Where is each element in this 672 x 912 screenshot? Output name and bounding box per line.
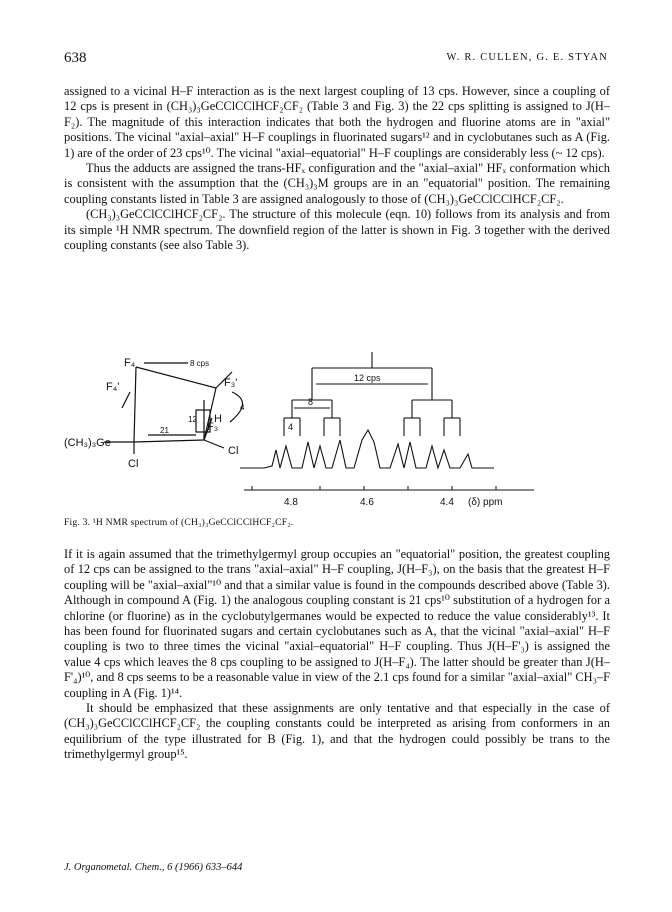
- axis-tick-4-4: 4.4: [440, 497, 454, 508]
- label-j12-structure: 12: [188, 415, 197, 424]
- label-cl-right: Cl: [228, 445, 239, 457]
- body-text-bottom: [64, 547, 610, 763]
- journal-footer: J. Organometal. Chem., 6 (1966) 633–644: [64, 862, 243, 873]
- axis-unit: (δ) ppm: [468, 497, 503, 508]
- running-head: W. R. CULLEN, G. E. STYAN: [446, 52, 608, 63]
- paragraph-3: (CH₃)₃GeCClCClHCF₂CF₂. The structure of this molecule (eqn. 10) follows from its analysis and from its simple ¹H NMR spectrum. The downfield region of the latter is shown in Fig. 3 together with the derived coupling constants (see also Table 3).: [64, 207, 610, 253]
- ring-bond-left: [134, 367, 136, 442]
- axis-tick-4-8: 4.8: [284, 497, 298, 508]
- label-cl-left: Cl: [128, 458, 139, 470]
- paragraph-5: It should be emphasized that these assignments are only tentative and that especially in the case of (CH₃)₃GeCClCClHCF₂CF₂ the coupling constants could be interpreted as arising from conformers in an equilibrium of the type illustrated for B (Fig. 1), and that the hydrogen could possibly be trans to the trimethylgermyl group¹⁵.: [64, 701, 610, 762]
- page-header: [64, 50, 608, 70]
- tree-label-8-text: 8: [308, 397, 314, 407]
- paragraph-2: Thus the adducts are assigned the trans-HFₓ configuration and the "axial–axial" HFₓ conformation which is consistent with the assumption that the (CH₃)₃M groups are in an "equatorial" position. The remaining coupling constants listed in Table 3 are assigned analogously to those of (CH₃)₃GeCClCClHCF₂CF₂.: [64, 161, 610, 206]
- ring-bond-bottom: [134, 440, 204, 442]
- body-text-top: [64, 84, 610, 253]
- spectrum-axis: [244, 486, 534, 490]
- figure-drawing: [64, 350, 610, 518]
- label-j8-structure: 8 cps: [190, 359, 210, 368]
- label-f4: F₄: [124, 357, 136, 369]
- label-j21-structure: 21: [160, 426, 169, 435]
- tree-label-12: 12 cps: [354, 373, 381, 383]
- axis-tick-4-6: 4.6: [360, 497, 374, 508]
- ring-bond-top: [136, 367, 216, 388]
- label-f3p: F₃': [224, 377, 238, 389]
- label-ge-group: (CH₃)₃Ge: [64, 437, 111, 449]
- page-number: 638: [64, 50, 87, 66]
- figure-caption: Fig. 3. ¹H NMR spectrum of (CH₃)₃GeCClCClHCF₂CF₂.: [64, 517, 294, 528]
- label-h: H: [214, 413, 222, 425]
- tree-label-4: 4: [288, 422, 294, 432]
- label-j4-structure: 4: [240, 403, 245, 412]
- bond-cl-right: [204, 440, 224, 448]
- splitting-tree: [284, 352, 460, 436]
- coupling-arrow-f4p: [122, 392, 130, 408]
- paragraph-1: assigned to a vicinal H–F interaction as is the next largest coupling of 13 cps. However, since a coupling of 12 cps is present in (CH₃)₃GeCClCClHCF₂CF₂ (Table 3 and Fig. 3) the 22 cps splitting is assigned to J(H–F₂). The magnitude of this interaction indicates that both the hydrogen and fluorine atoms are in "axial" positions. The vicinal "axial–axial" H–F couplings in fluorinated sugars¹² and in cyclobutanes such as A (Fig. 1) are of the order of 23 cps¹⁰. The vicinal "axial–equatorial" H–F couplings are considerably less (~ 12 cps).: [64, 84, 610, 160]
- label-f3: F₃: [207, 421, 219, 433]
- structure-diagram: [104, 363, 243, 454]
- spectrum-trace: [240, 430, 494, 468]
- label-f4p: F₄': [106, 381, 120, 393]
- figure-3: [64, 350, 610, 518]
- paragraph-4: If it is again assumed that the trimethylgermyl group occupies an "equatorial" position, the greatest coupling of 12 cps can be assigned to the trans "axial–axial" H–F coupling, J(H–F₃), on the basis that the greatest H–F coupling will be "axial–axial"¹⁰ and that a similar value is found in the compounds described above (Table 3). Although in compound A (Fig. 1) the analogous coupling constant is 21 cps¹⁰ substitution of a hydrogen for a chlorine (or fluorine) as in the cyclobutylgermanes would be expected to reduce the value considerably¹³. It has been found for fluorinated sugars and certain cyclobutanes such as A, that the vicinal "axial–axial" H–F coupling is two to three times the vicinal "axial–equatorial" H–F coupling. Thus J(H–F'₃) is assigned the value 4 cps which leaves the 8 cps coupling to be assigned to J(H–F₄). The latter should be greater than J(H–F'₄)¹⁰, and 8 cps seems to be a reasonable value in view of the 2.1 cps found for a similar "axial–axial" CH₃–F coupling in A (Fig. 1)¹⁴.: [64, 547, 610, 700]
